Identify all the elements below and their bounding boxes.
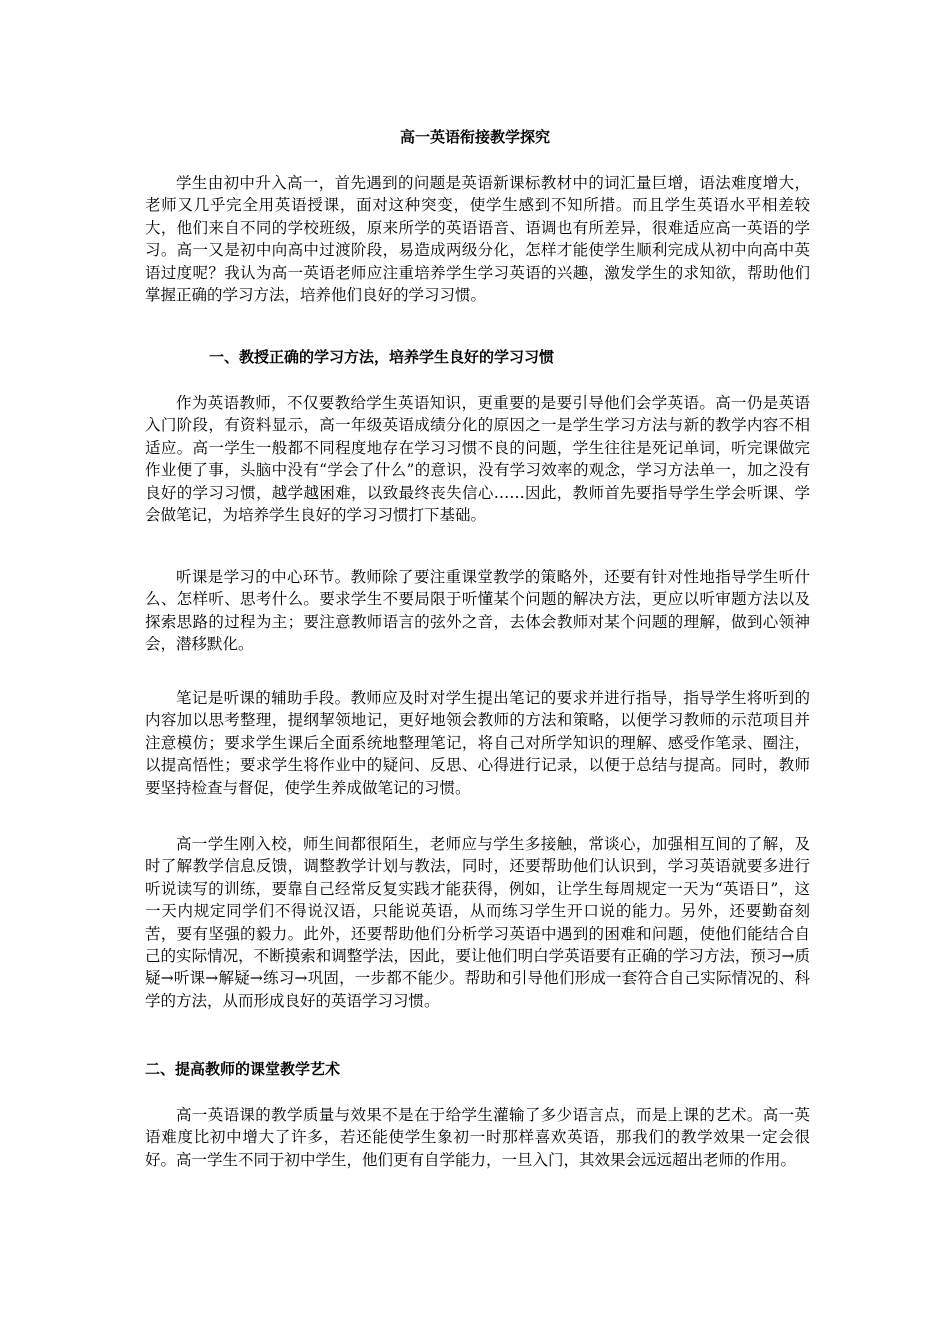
section-2-heading: 二、提高教师的课堂教学艺术 xyxy=(145,1060,341,1078)
document-title: 高一英语衔接教学探究 xyxy=(399,128,550,146)
section-1-paragraph-4: 高一学生刚入校，师生间都很陌生，老师应与学生多接触，常谈心，加强相互间的了解，及时了解教学信息反馈，调整教学计划与教法，同时，还要帮助他们认识到，学习英语就要多进行听说读写的训练，要靠自己经常反复实践才能获得，例如，让学生每周规定一天为“英语日”，这一天内规定同学们不得说汉语，只能说英语，从而练习学生开口说的能力。另外，还要勤奋刻苦，要有坚强的毅力。此外，还要帮助他们分析学习英语中遇到的困难和问题，使他们能结合自己的实际情况，不断摸索和调整学法，因此，要让他们明白学英语要有正确的学习方法，预习→质疑→听课→解疑→练习→巩固，一步都不能少。帮助和引导他们形成一套符合自己实际情况的、科学的方法，从而形成良好的英语学习习惯。 xyxy=(145,835,810,1010)
section-1-paragraph-2: 听课是学习的中心环节。教师除了要注重课堂教学的策略外，还要有针对性地指导学生听什么、怎样听、思考什么。要求学生不要局限于听懂某个问题的解决方法，更应以听审题方法以及探索思路的过程为主；要注意教师语言的弦外之音，去体会教师对某个问题的理解，做到心领神会，潜移默化。 xyxy=(145,568,810,654)
intro-paragraph: 学生由初中升入高一，首先遇到的问题是英语新课标教材中的词汇量巨增，语法难度增大，老师又几乎完全用英语授课，面对这种突变，使学生感到不知所措。而且学生英语水平相差较大，他们来自不同的学校班级，原来所学的英语语音、语调也有所差异，很难适应高一英语的学习。高一又是初中向高中过渡阶段，易造成两级分化，怎样才能使学生顺利完成从初中向高中英语过度呢？我认为高一英语老师应注重培养学生学习英语的兴趣，激发学生的求知欲，帮助他们掌握正确的学习方法，培养他们良好的学习习惯。 xyxy=(145,174,810,305)
section-1-paragraph-3: 笔记是听课的辅助手段。教师应及时对学生提出笔记的要求并进行指导，指导学生将听到的内容加以思考整理，提纲挈领地记，更好地领会教师的方法和策略，以便学习教师的示范项目并注意模仿；要求学生课后全面系统地整理笔记，将自己对所学知识的理解、感受作笔录、圈注，以提高悟性；要求学生将作业中的疑问、反思、心得进行记录，以便于总结与提高。同时，教师要坚持检查与督促，使学生养成做笔记的习惯。 xyxy=(145,689,810,797)
section-2-paragraph-1: 高一英语课的教学质量与效果不是在于给学生灌输了多少语言点，而是上课的艺术。高一英语难度比初中增大了许多，若还能使学生象初一时那样喜欢英语，那我们的教学效果一定会很好。高一学生不同于初中学生，他们更有自学能力，一旦入门，其效果会远远超出老师的作用。 xyxy=(145,1106,810,1169)
section-1-paragraph-1: 作为英语教师，不仅要教给学生英语知识，更重要的是要引导他们会学英语。高一仍是英语入门阶段，有资料显示，高一年级英语成绩分化的原因之一是学生学习方法与新的教学内容不相适应。高一学生一般都不同程度地存在学习习惯不良的问题，学生往往是死记单词，听完课做完作业便了事，头脑中没有“学会了什么”的意识，没有学习效率的观念，学习方法单一，加之没有良好的学习习惯，越学越困难，以致最终丧失信心……因此，教师首先要指导学生学会听课、学会做笔记，为培养学生良好的学习习惯打下基础。 xyxy=(145,394,810,525)
section-1-heading: 一、教授正确的学习方法，培养学生良好的学习习惯 xyxy=(209,348,555,366)
